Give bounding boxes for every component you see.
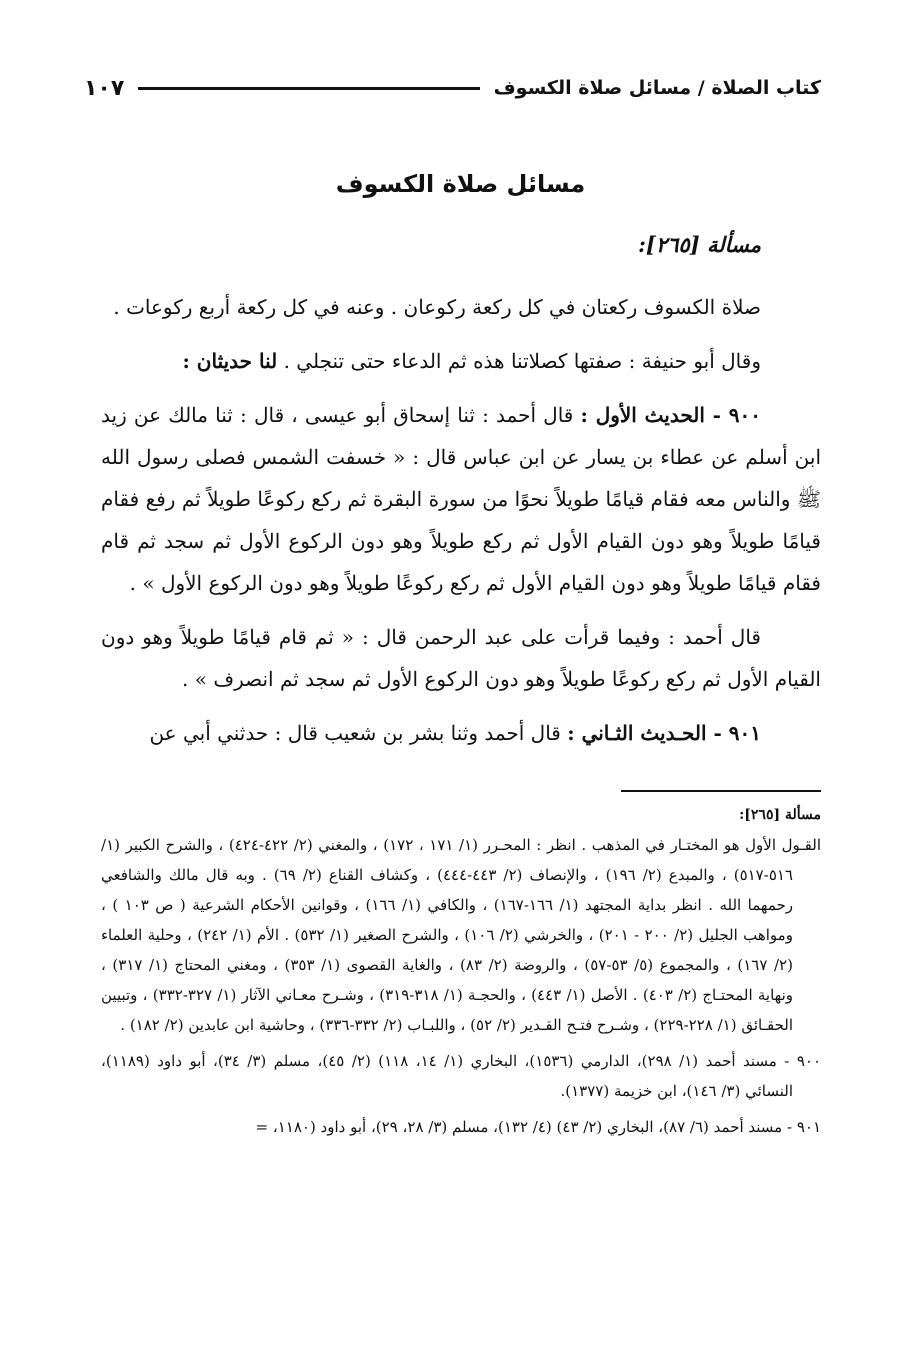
paragraph-2 bbox=[101, 340, 821, 382]
footnote-issue-265: القـول الأول هو المختـار في المذهب . انظر : المحـرر (١/ ١٧١ ، ١٧٢) ، والمغني (٢/ ٤٢٢-٤٢٤) ، والشرح الكبير (١/ ٥١٦-٥١٧) ، والمبدع (٢/ ١٩٦) ، والإنصاف (٢/ ٤٤٣-٤٤٤) ، وكشاف القناع (٢/ ٦٩) . وبه قال مالك والشافعي رحمهما الله . انظر بداية المجتهد (١/ ١٦٦-١٦٧) ، والكافي (١/ ١٦٦) ، وقوانين الأحكام الشرعية ( ص ١٠٣ ) ، ومواهب الجليل (٢/ ٢٠٠ - ٢٠١) ، والخرشي (٢/ ١٠٦) ، والشرح الصغير (١/ ٥٣٢) . الأم (١/ ٢٤٢) ، وحلية العلماء (٢/ ١٦٧) ، والمجموع (٥/ ٥٣-٥٧) ، والروضة (٢/ ٨٣) ، والغاية القصوى (١/ ٣٥٣) ، ومغني المحتاج (١/ ٣١٧) ، ونهاية المحتـاج (٢/ ٤٠٣) . الأصل (١/ ٤٤٣) ، والحجـة (١/ ٣١٨-٣١٩) ، وشـرح معـاني الآثار (١/ ٣٢٧-٣٣٢) ، وتبيين الحقـائق (١/ ٢٢٨-٢٢٩) ، وشـرح فتـح القـدير (٢/ ٥٢) ، واللبـاب (٢/ ٣٣٢-٣٣٦) ، وحاشية ابن عابدين (٢/ ١٨٢) . bbox=[101, 836, 821, 1034]
hadith-900-label: ٩٠٠ - الحديث الأول : bbox=[580, 403, 762, 427]
abu-hanifa-view: وقال أبو حنيفة : صفتها كصلاتنا هذه ثم الدعاء حتى تنجلي . bbox=[283, 349, 761, 373]
header-title: كتاب الصلاة / مسائل صلاة الكسوف bbox=[493, 77, 821, 99]
hadith-901-label: ٩٠١ - الحـديث الثـاني : bbox=[567, 721, 761, 745]
hadith-900-text: قال أحمد : ثنا إسحاق أبو عيسى ، قال : ثنا مالك عن زيد ابن أسلم عن عطاء بن يسار عن ابن عباس قال : « خسفت الشمس فصلى رسول الله ﷺ والناس معه فقام قيامًا طويلاً نحوًا من سورة البقرة ثم ركع ركوعًا طويلاً ثم رفع فقام قيامًا طويلاً وهو دون القيام الأول ثم ركع طويلاً وهو دون الركوع الأول ثم سجد ثم قام فقام قيامًا طويلاً وهو دون القيام الأول ثم ركع ركوعًا طويلاً وهو دون الركوع الأول » . bbox=[101, 403, 821, 595]
two-hadiths-label: لنا حديثان : bbox=[182, 349, 278, 373]
footnote-issue-head: مسألة [٢٦٥]: bbox=[739, 807, 821, 823]
footnote-900: ٩٠٠ - مسند أحمد (١/ ٢٩٨)، الدارمي (١٥٣٦)، البخاري (١/ ١٤، ١١٨) (٢/ ٤٥)، مسلم (٣/ ٣٤)، أبو داود (١١٨٩)، النسائي (٣/ ١٤٦)، ابن خزيمة (١٣٧٧). bbox=[101, 1052, 821, 1100]
hadith-900 bbox=[101, 394, 821, 604]
running-header bbox=[84, 70, 821, 106]
footnote-rule bbox=[621, 790, 821, 792]
main-text bbox=[101, 286, 821, 766]
footnote-901: ٩٠١ - مسند أحمد (٦/ ٨٧)، البخاري (٢/ ٤٣) (٤/ ١٣٢)، مسلم (٣/ ٢٨، ٢٩)، أبو داود (١١٨٠، = bbox=[255, 1118, 821, 1136]
issue-label: مسألة [٢٦٥]: bbox=[638, 232, 761, 257]
header-rule bbox=[138, 87, 479, 90]
hadith-901-text: قال أحمد وثنا بشر بن شعيب قال : حدثني أبي عن bbox=[149, 721, 561, 745]
paragraph-1: صلاة الكسوف ركعتان في كل ركعة ركوعان . وعنه في كل ركعة أربع ركوعات . bbox=[113, 295, 761, 319]
chapter-title: مسائل صلاة الكسوف bbox=[335, 170, 586, 198]
footnotes bbox=[101, 800, 821, 1142]
hadith-901 bbox=[101, 712, 821, 754]
ahmad-note: قال أحمد : وفيما قرأت على عبد الرحمن قال : « ثم قام قيامًا طويلاً وهو دون القيام الأول ثم ركع ركوعًا طويلاً وهو دون الركوع الأول ثم سجد ثم انصرف » . bbox=[101, 625, 821, 691]
page-number: ١٠٧ bbox=[84, 75, 125, 101]
